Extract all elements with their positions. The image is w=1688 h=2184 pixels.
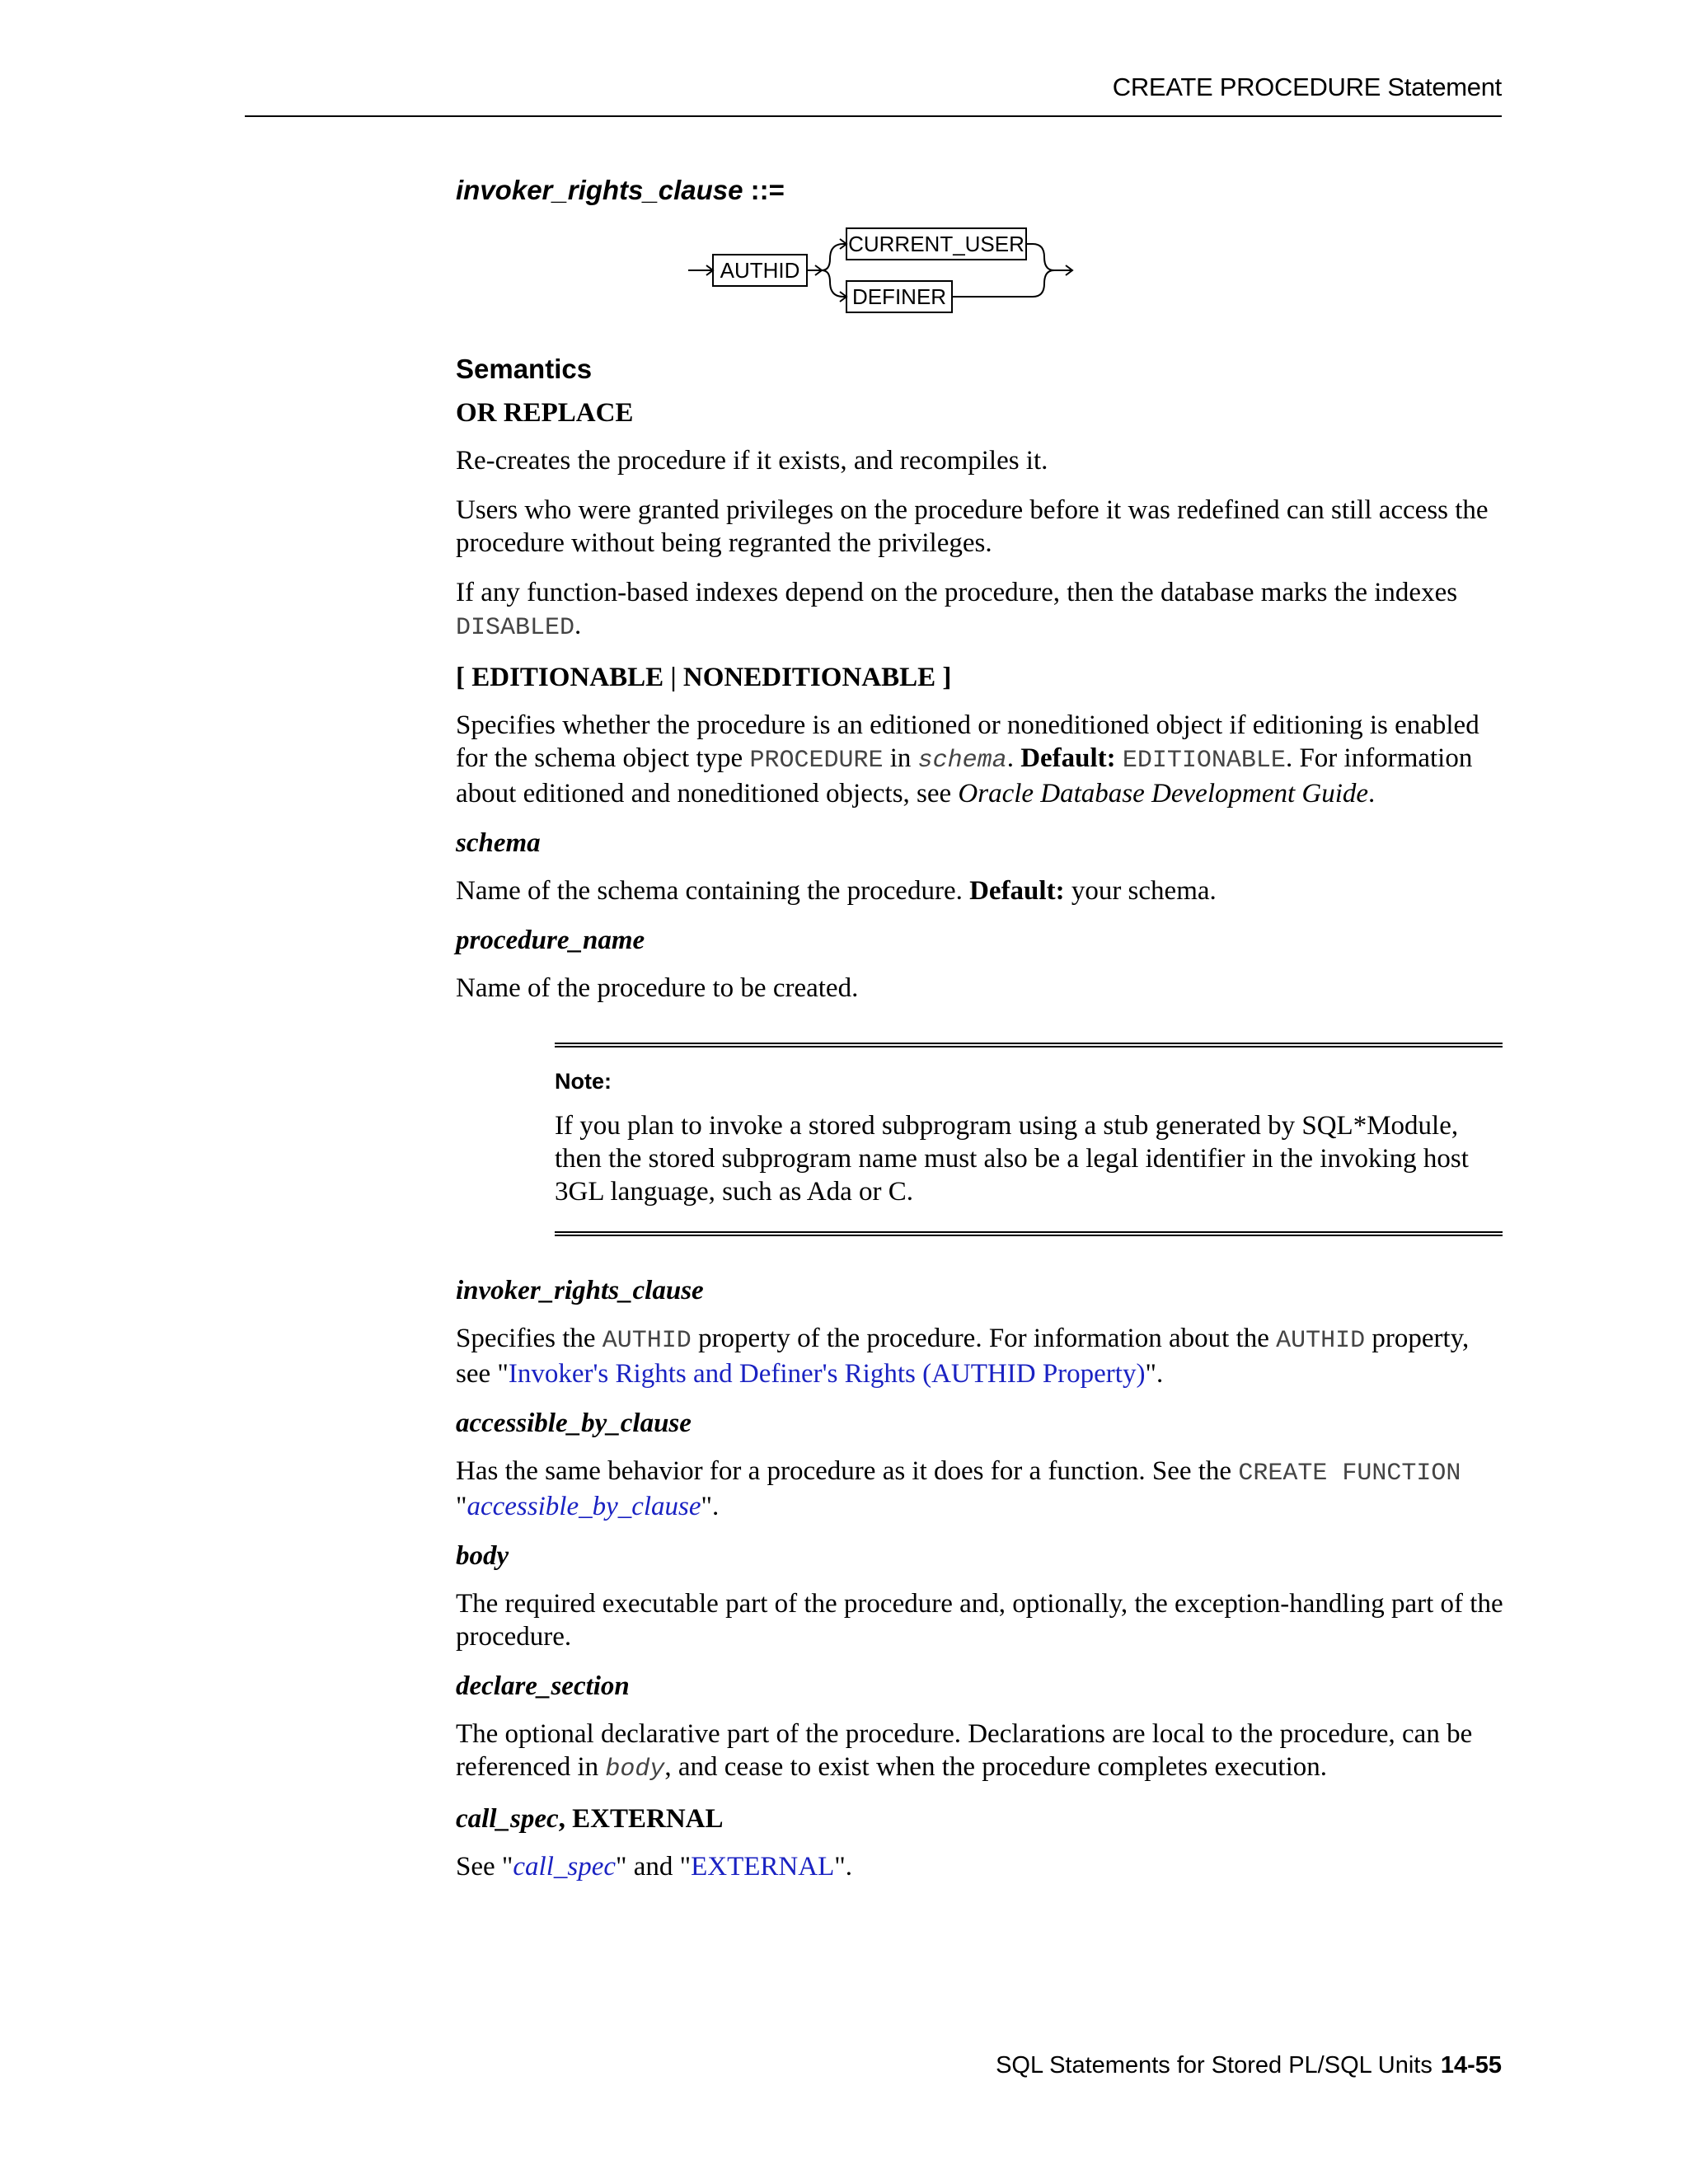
page-content bbox=[456, 175, 1507, 1900]
or-replace-p3 bbox=[456, 576, 1507, 644]
text: . bbox=[1368, 779, 1376, 808]
syntax-diagram bbox=[456, 216, 1507, 327]
term-body: body bbox=[456, 1541, 509, 1571]
text bbox=[1116, 743, 1123, 773]
code-editionable: EDITIONABLE bbox=[1122, 747, 1286, 775]
diagram-option-definer: DEFINER bbox=[851, 284, 947, 309]
text: property, see " bbox=[456, 1324, 1470, 1389]
text: ". bbox=[1145, 1359, 1164, 1389]
text: Name of the schema containing the procedure. bbox=[456, 876, 970, 906]
link-external[interactable]: EXTERNAL bbox=[691, 1852, 835, 1882]
text: ". bbox=[834, 1852, 852, 1882]
code-create-function: CREATE FUNCTION bbox=[1238, 1460, 1461, 1488]
term-schema: schema bbox=[456, 828, 541, 858]
editionable-p1 bbox=[456, 709, 1507, 810]
railroad-diagram bbox=[456, 216, 1115, 327]
or-replace-p1: Re-creates the procedure if it exists, and recompiles it. bbox=[456, 446, 1048, 476]
text: ". bbox=[701, 1492, 720, 1521]
term-call-spec-name: call_spec bbox=[456, 1804, 559, 1834]
diagram-option-current-user: CURRENT_USER bbox=[848, 232, 1025, 256]
term-procedure-name: procedure_name bbox=[456, 926, 645, 955]
note-label: Note: bbox=[555, 1069, 612, 1094]
footer-title: SQL Statements for Stored PL/SQL Units bbox=[996, 2052, 1432, 2079]
code-authid: AUTHID bbox=[602, 1327, 692, 1355]
code-authid: AUTHID bbox=[1276, 1327, 1366, 1355]
body-p1: The required executable part of the procedure and, optionally, the exception-handling part of the procedure. bbox=[456, 1589, 1503, 1652]
book-title: Oracle Database Development Guide bbox=[958, 779, 1369, 808]
term-accessible-by-clause: accessible_by_clause bbox=[456, 1408, 692, 1438]
text: Specifies the bbox=[456, 1324, 603, 1353]
text: property of the procedure. For information about the bbox=[691, 1324, 1277, 1353]
text: , and cease to exist when the procedure completes execution. bbox=[664, 1752, 1327, 1782]
running-header: CREATE PROCEDURE Statement bbox=[1112, 73, 1502, 101]
term-invoker-rights-clause: invoker_rights_clause bbox=[456, 1276, 704, 1305]
text: If any function-based indexes depend on the procedure, then the database marks the indexes bbox=[456, 578, 1458, 607]
syntax-title-operator: ::= bbox=[750, 175, 785, 205]
link-invokers-rights[interactable]: Invoker's Rights and Definer's Rights (AUTHID Property) bbox=[508, 1359, 1146, 1389]
semantics-heading: Semantics bbox=[456, 354, 593, 384]
text: . bbox=[1006, 743, 1021, 773]
text: Specifies whether the procedure is an editioned or noneditioned object if editioning is enabled for the schema object type bbox=[456, 710, 1479, 773]
page-number: 14-55 bbox=[1440, 2052, 1502, 2079]
text: See " bbox=[456, 1852, 513, 1882]
text: . For information about editioned and noneditioned objects, see bbox=[456, 743, 1473, 808]
link-accessible-by-clause[interactable]: accessible_by_clause bbox=[467, 1492, 701, 1521]
code-schema: schema bbox=[917, 747, 1007, 775]
running-footer bbox=[996, 2052, 1502, 2079]
default-label: Default: bbox=[1020, 743, 1116, 773]
procedure-name-p1: Name of the procedure to be created. bbox=[456, 973, 859, 1003]
text: " and " bbox=[616, 1852, 692, 1882]
header-rule bbox=[245, 115, 1502, 117]
text: your schema. bbox=[1064, 876, 1217, 906]
note-box bbox=[555, 1043, 1503, 1236]
syntax-title-name: invoker_rights_clause bbox=[456, 175, 743, 205]
note-text: If you plan to invoke a stored subprogram using a stub generated by SQL*Module, then the stored subprogram name must also be a legal identifier in the invoking host 3GL language, such as Ada or C. bbox=[555, 1111, 1469, 1207]
link-call-spec[interactable]: call_spec bbox=[513, 1852, 616, 1882]
accessible-by-p1 bbox=[456, 1455, 1507, 1523]
term-editionable: [ EDITIONABLE | NONEDITIONABLE ] bbox=[456, 663, 952, 692]
call-spec-p1 bbox=[456, 1850, 1507, 1883]
term-or-replace: OR REPLACE bbox=[456, 398, 634, 428]
text: " bbox=[456, 1492, 467, 1521]
text: . bbox=[574, 611, 582, 640]
term-external: , EXTERNAL bbox=[558, 1804, 724, 1834]
syntax-title bbox=[456, 175, 1507, 206]
code-procedure: PROCEDURE bbox=[749, 747, 884, 775]
text: Has the same behavior for a procedure as it does for a function. See the bbox=[456, 1456, 1239, 1486]
text: The optional declarative part of the procedure. Declarations are local to the procedure, can be referenced in bbox=[456, 1719, 1473, 1782]
term-declare-section: declare_section bbox=[456, 1671, 630, 1701]
text: in bbox=[883, 743, 918, 773]
code-body: body bbox=[605, 1755, 665, 1783]
or-replace-p2: Users who were granted privileges on the procedure before it was redefined can still access the procedure without being regranted the privileges. bbox=[456, 495, 1489, 558]
diagram-keyword-authid: AUTHID bbox=[720, 258, 800, 283]
schema-p1 bbox=[456, 874, 1507, 907]
code-disabled: DISABLED bbox=[456, 614, 575, 642]
invoker-rights-p1 bbox=[456, 1322, 1507, 1390]
default-label: Default: bbox=[969, 876, 1065, 906]
declare-section-p1 bbox=[456, 1718, 1507, 1786]
term-call-spec bbox=[456, 1802, 1507, 1835]
